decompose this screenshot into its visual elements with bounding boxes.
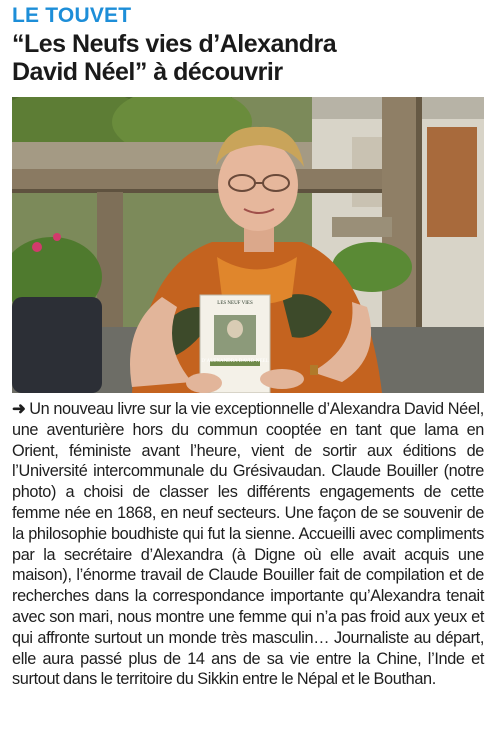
article-text: Un nouveau livre sur la vie exceptionnelle d’Alexandra David Néel, une aventurière hors du commun cooptée en tant que lama en Orient, féministe avant l’heure, vient de sortir aux éditions de l’Université intercommunale du Grésivaudan. Claude Bouiller (notre photo) a choisi de classer les différents engagements de cette femme née en 1868, en neuf secteurs. Une façon de se souvenir de la philosophie boudhiste qui fut la sienne. Accueilli avec compliments par la secrétaire d’Alexandra (à Digne où elle avait acquis une maison), l’énorme travail de Claude Bouiller fait de compilation et de recherches dans la correspondance importante qu’Alexandra tenait avec son mari, nous montre une femme qui n’a pas froid aux yeux et qui affronte surtout un monde très masculin… Journaliste au départ, elle aura passé plus de 14 ans de sa vie entre la Chine, l’Inde et surtout dans le territoire du Sikkin entre le Népal et le Bouthan. bbox=[12, 400, 484, 689]
book-cover-author: D’ALEXANDRA DAVID-NEEL bbox=[201, 359, 269, 364]
book-cover-title: LES NEUF VIES bbox=[217, 301, 253, 306]
headline-line-1: “Les Neufs vies d’Alexandra bbox=[12, 30, 337, 58]
section-kicker: LE TOUVET bbox=[12, 4, 132, 27]
headline-line-2: David Néel” à découvrir bbox=[12, 58, 283, 86]
article-photo bbox=[12, 97, 484, 393]
lead-arrow-icon: ➜ bbox=[12, 400, 26, 418]
photo-woman-holding-book-icon bbox=[12, 97, 484, 393]
article-headline bbox=[12, 30, 492, 86]
article-body bbox=[12, 399, 484, 690]
